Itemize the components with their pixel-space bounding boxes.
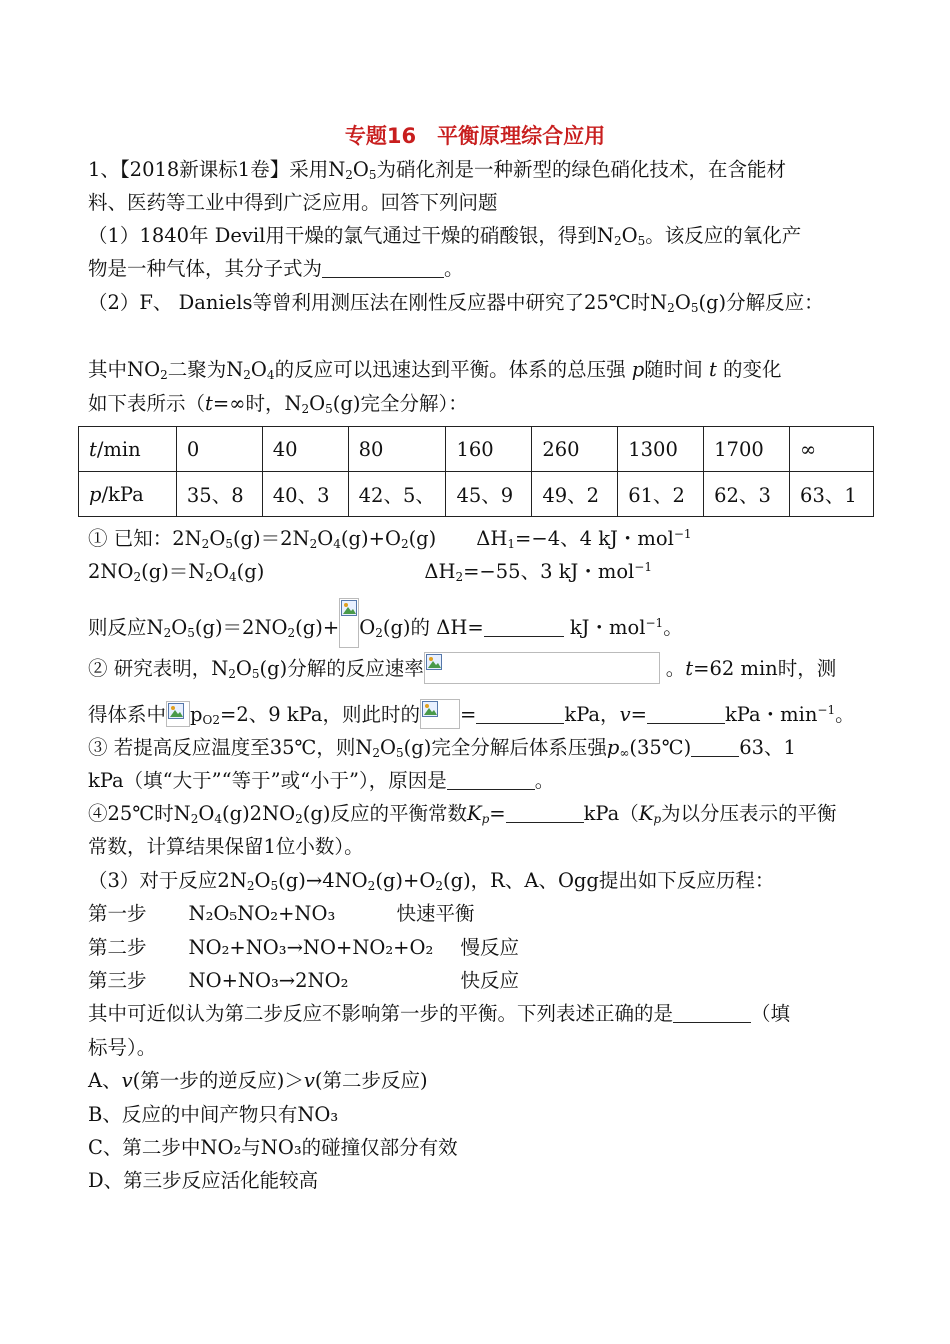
text: kPa（ (583, 802, 639, 825)
text: ① 已知：2N (88, 527, 202, 550)
text: kPa・min (724, 703, 818, 726)
sub-3-line-2 (88, 767, 554, 795)
table-cell: 62、3 (704, 472, 790, 517)
text: 如下表所示（ (88, 392, 206, 415)
text: = (489, 802, 506, 825)
answer-blank[interactable] (322, 259, 444, 278)
part-3-line-2 (88, 1000, 790, 1028)
text: 随时间 (644, 358, 703, 381)
question-1-intro: 1、【2018新课标1卷】采用$N_2O_5$为硝化剂是一种新型的绿色硝化技术，在含能材 (88, 158, 787, 182)
text: 得体系中 (88, 703, 167, 726)
text: =∞时，N (212, 392, 302, 415)
text: (g)完全分解）： (332, 392, 468, 415)
table-cell: 1700 (704, 427, 790, 472)
sub-4-line-1: ④25℃时$N_2O_4(g)2NO_2(g)$反应的平衡常数$K_p= kPa(K_p$为以分压表示的平衡 (88, 802, 837, 826)
sub-1-line-2: $2NO_2(g)=N_2O_4(g)$ $\Delta H_2=-55$、3 kJ・mol$^{-1}$ (88, 560, 652, 584)
text: (g)+O (340, 527, 401, 550)
text: =−55、3 kJ・mol (463, 560, 635, 583)
text: (g)，R、A、Ogg提出如下反应历程： (442, 869, 775, 892)
step-equation: NO₂+NO₃→NO+NO₂+O₂ (188, 936, 434, 959)
text: kPa（填“大于”“等于”或“小于”），原因是 (88, 769, 447, 792)
text: (g) (408, 527, 437, 550)
answer-blank[interactable] (447, 771, 535, 790)
text: = (630, 703, 647, 726)
text: (g)反应的平衡常数 (302, 802, 467, 825)
text: （3）对于反应2N (88, 869, 247, 892)
step-label: 第三步 (88, 969, 147, 992)
text: (g)+O (375, 869, 436, 892)
option-d[interactable]: D、第三步反应活化能较高 (88, 1169, 319, 1192)
fraction-image-icon (339, 598, 359, 648)
text: ΔH (476, 527, 508, 550)
table-cell: 40 (262, 427, 348, 472)
text: kPa， (564, 703, 620, 726)
text: 。 (665, 657, 686, 680)
table-cell: 260 (532, 427, 618, 472)
text: (g)＝2NO (194, 616, 288, 639)
answer-blank[interactable] (691, 738, 739, 757)
text: O (359, 616, 376, 639)
part-3-line-3: 标号）。 (88, 1036, 157, 1059)
option-c[interactable]: C、第二步中NO₂与NO₃的碰撞仅部分有效 (88, 1136, 458, 1159)
part-1-line-2 (88, 255, 464, 283)
text: （填 (751, 1002, 791, 1025)
step-equation: NO+NO₃→2NO₂ (188, 969, 349, 992)
partial-pressure-image-icon-2 (420, 699, 460, 729)
text: 其中NO (88, 358, 161, 381)
text: (g)＝N (141, 560, 206, 583)
answer-blank[interactable] (506, 804, 584, 823)
sub-2-line-1: ② 研究表明，$N_2O_5(g)$分解的反应速率 。t=62 min时，测 (88, 652, 836, 688)
table-cell: 45、9 (446, 472, 532, 517)
text: (第一步的逆反应)＞ (132, 1069, 304, 1092)
text: 63、1 (739, 736, 796, 759)
part-3-line-1: （3）对于反应$2N_2O_5(g)\to 4NO_2(g)+O_2(g)$，R、A、Ogg提出如下反应历程： (88, 869, 775, 893)
text: (g)2NO (221, 802, 296, 825)
sub-1-line-3: 则反应$N_2O_5(g)=2NO_2(g)+$ $O_2(g)$的 ΔH= kJ・mol$^{-1}$。 (88, 598, 683, 648)
text: (第二步反应) (314, 1069, 428, 1092)
text: ④25℃时N (88, 802, 191, 825)
text: (g)完全分解后体系压强 (403, 736, 607, 759)
text: 。 (835, 703, 855, 726)
part-1-line-1: （1）1840年 Devil用干燥的氯气通过干燥的硝酸银，得到$N_2O_5$。该反应的氧化产 (88, 224, 802, 248)
part-2-line-3: 如下表所示（t=∞时，$N_2O_5(g)$完全分解）： (88, 392, 468, 416)
answer-blank[interactable] (673, 1004, 751, 1023)
sub-3-line-1: ③ 若提高反应温度至35℃，则$N_2O_5(g)$完全分解后体系压强$p_\infty(35℃)$ 63、1 (88, 736, 796, 760)
text: ΔH (424, 560, 456, 583)
text: 物是一种气体，其分子式为 (88, 257, 323, 280)
text: 。 (663, 616, 683, 639)
table-header-cell: p/kPa (79, 472, 177, 517)
text: 的变化 (723, 358, 782, 381)
step-note: 快速平衡 (396, 902, 475, 925)
text: (35℃) (629, 736, 692, 759)
text: (g)分解的反应速率 (259, 657, 424, 680)
text: kJ・mol (563, 616, 646, 639)
table-cell: 63、1 (790, 472, 874, 517)
sub-1-line-1: ① 已知：$2N_2O_5(g)=2N_2O_4(g)+O_2(g)$ $\Delta H_1=-4$、4 kJ・mol$^{-1}$ (88, 527, 692, 551)
pressure-time-table (78, 426, 874, 517)
step-label: 第二步 (88, 936, 147, 959)
option-a[interactable]: A、v(第一步的逆反应)＞v(第二步反应) (88, 1069, 428, 1092)
text: = (460, 703, 477, 726)
page-title: 专题16 平衡原理综合应用 (344, 124, 606, 148)
text: （2）F、 Daniels等曾利用测压法在刚性反应器中研究了25℃时N (88, 291, 668, 314)
table-row (79, 472, 874, 517)
text: 为硝化剂是一种新型的绿色硝化技术，在含能材 (376, 158, 787, 181)
table-cell: 160 (446, 427, 532, 472)
answer-blank[interactable] (484, 618, 564, 637)
text: (g)+ (295, 616, 340, 639)
text: (g)的 ΔH= (382, 616, 484, 639)
table-cell: 61、2 (618, 472, 704, 517)
question-1-intro-2: 料、医药等工业中得到广泛应用。回答下列问题 (88, 191, 498, 214)
sub-4-line-2: 常数，计算结果保留1位小数）。 (88, 835, 364, 858)
text: =−4、4 kJ・mol (515, 527, 674, 550)
text: (g)→4NO (278, 869, 368, 892)
option-b[interactable]: B、反应的中间产物只有NO₃ (88, 1103, 339, 1126)
text: ② 研究表明，N (88, 657, 229, 680)
text: =62 min时，测 (693, 657, 837, 680)
text: (g) (236, 560, 265, 583)
text: 。 (534, 769, 555, 792)
text: 二聚为N (167, 358, 244, 381)
text: 。 (444, 257, 464, 280)
table-cell: ∞ (790, 427, 874, 472)
text: 为以分压表示的平衡 (661, 802, 837, 825)
table-header-cell: t/min (79, 427, 177, 472)
text: =2、9 kPa，则此时的 (219, 703, 421, 726)
table-cell: 42、5、 (348, 472, 446, 517)
text: 则反应N (88, 616, 164, 639)
step-1-row (88, 900, 475, 928)
part-2-line-1: （2）F、 Daniels等曾利用测压法在刚性反应器中研究了25℃时$N_2O_5(g)$分解反应： (88, 291, 824, 315)
table-cell: 0 (176, 427, 262, 472)
text: 2NO (88, 560, 134, 583)
answer-blank[interactable] (647, 705, 725, 724)
step-2-row (88, 934, 519, 962)
step-note: 慢反应 (460, 936, 520, 959)
table-cell: 49、2 (532, 472, 618, 517)
step-note: 快反应 (460, 969, 520, 992)
text: (g)分解反应： (698, 291, 824, 314)
step-label: 第一步 (88, 902, 147, 925)
text: 的反应可以迅速达到平衡。体系的总压强 (274, 358, 626, 381)
table-cell: 40、3 (262, 472, 348, 517)
text: 。该反应的氧化产 (645, 224, 802, 247)
step-3-row (88, 967, 519, 995)
sub-2-line-2: 得体系中 $p_{O2}=2$、9 kPa，则此时的 = kPa，v= kPa・$\min^{-1}$。 (88, 696, 855, 734)
text: p (190, 703, 203, 726)
text: A、 (88, 1069, 122, 1092)
text: (g)＝2N (232, 527, 310, 550)
table-cell: 1300 (618, 427, 704, 472)
part-2-line-2: 其中$NO_2$二聚为$N_2O_4$的反应可以迅速达到平衡。体系的总压强 p随时间 t 的变化 (88, 358, 782, 382)
text: ③ 若提高反应温度至35℃，则N (88, 736, 373, 759)
rate-equation-image-icon (424, 652, 660, 684)
table-row (79, 427, 874, 472)
table-cell: 80 (348, 427, 446, 472)
text: 1、【2018新课标1卷】采用N (88, 158, 346, 181)
step-equation: N₂O₅NO₂+NO₃ (188, 902, 336, 925)
table-cell: 35、8 (176, 472, 262, 517)
text: 其中可近似认为第二步反应不影响第一步的平衡。下列表述正确的是 (88, 1002, 674, 1025)
answer-blank[interactable] (476, 705, 564, 724)
partial-pressure-image-icon (166, 701, 190, 727)
text: （1）1840年 Devil用干燥的氯气通过干燥的硝酸银，得到N (88, 224, 614, 247)
